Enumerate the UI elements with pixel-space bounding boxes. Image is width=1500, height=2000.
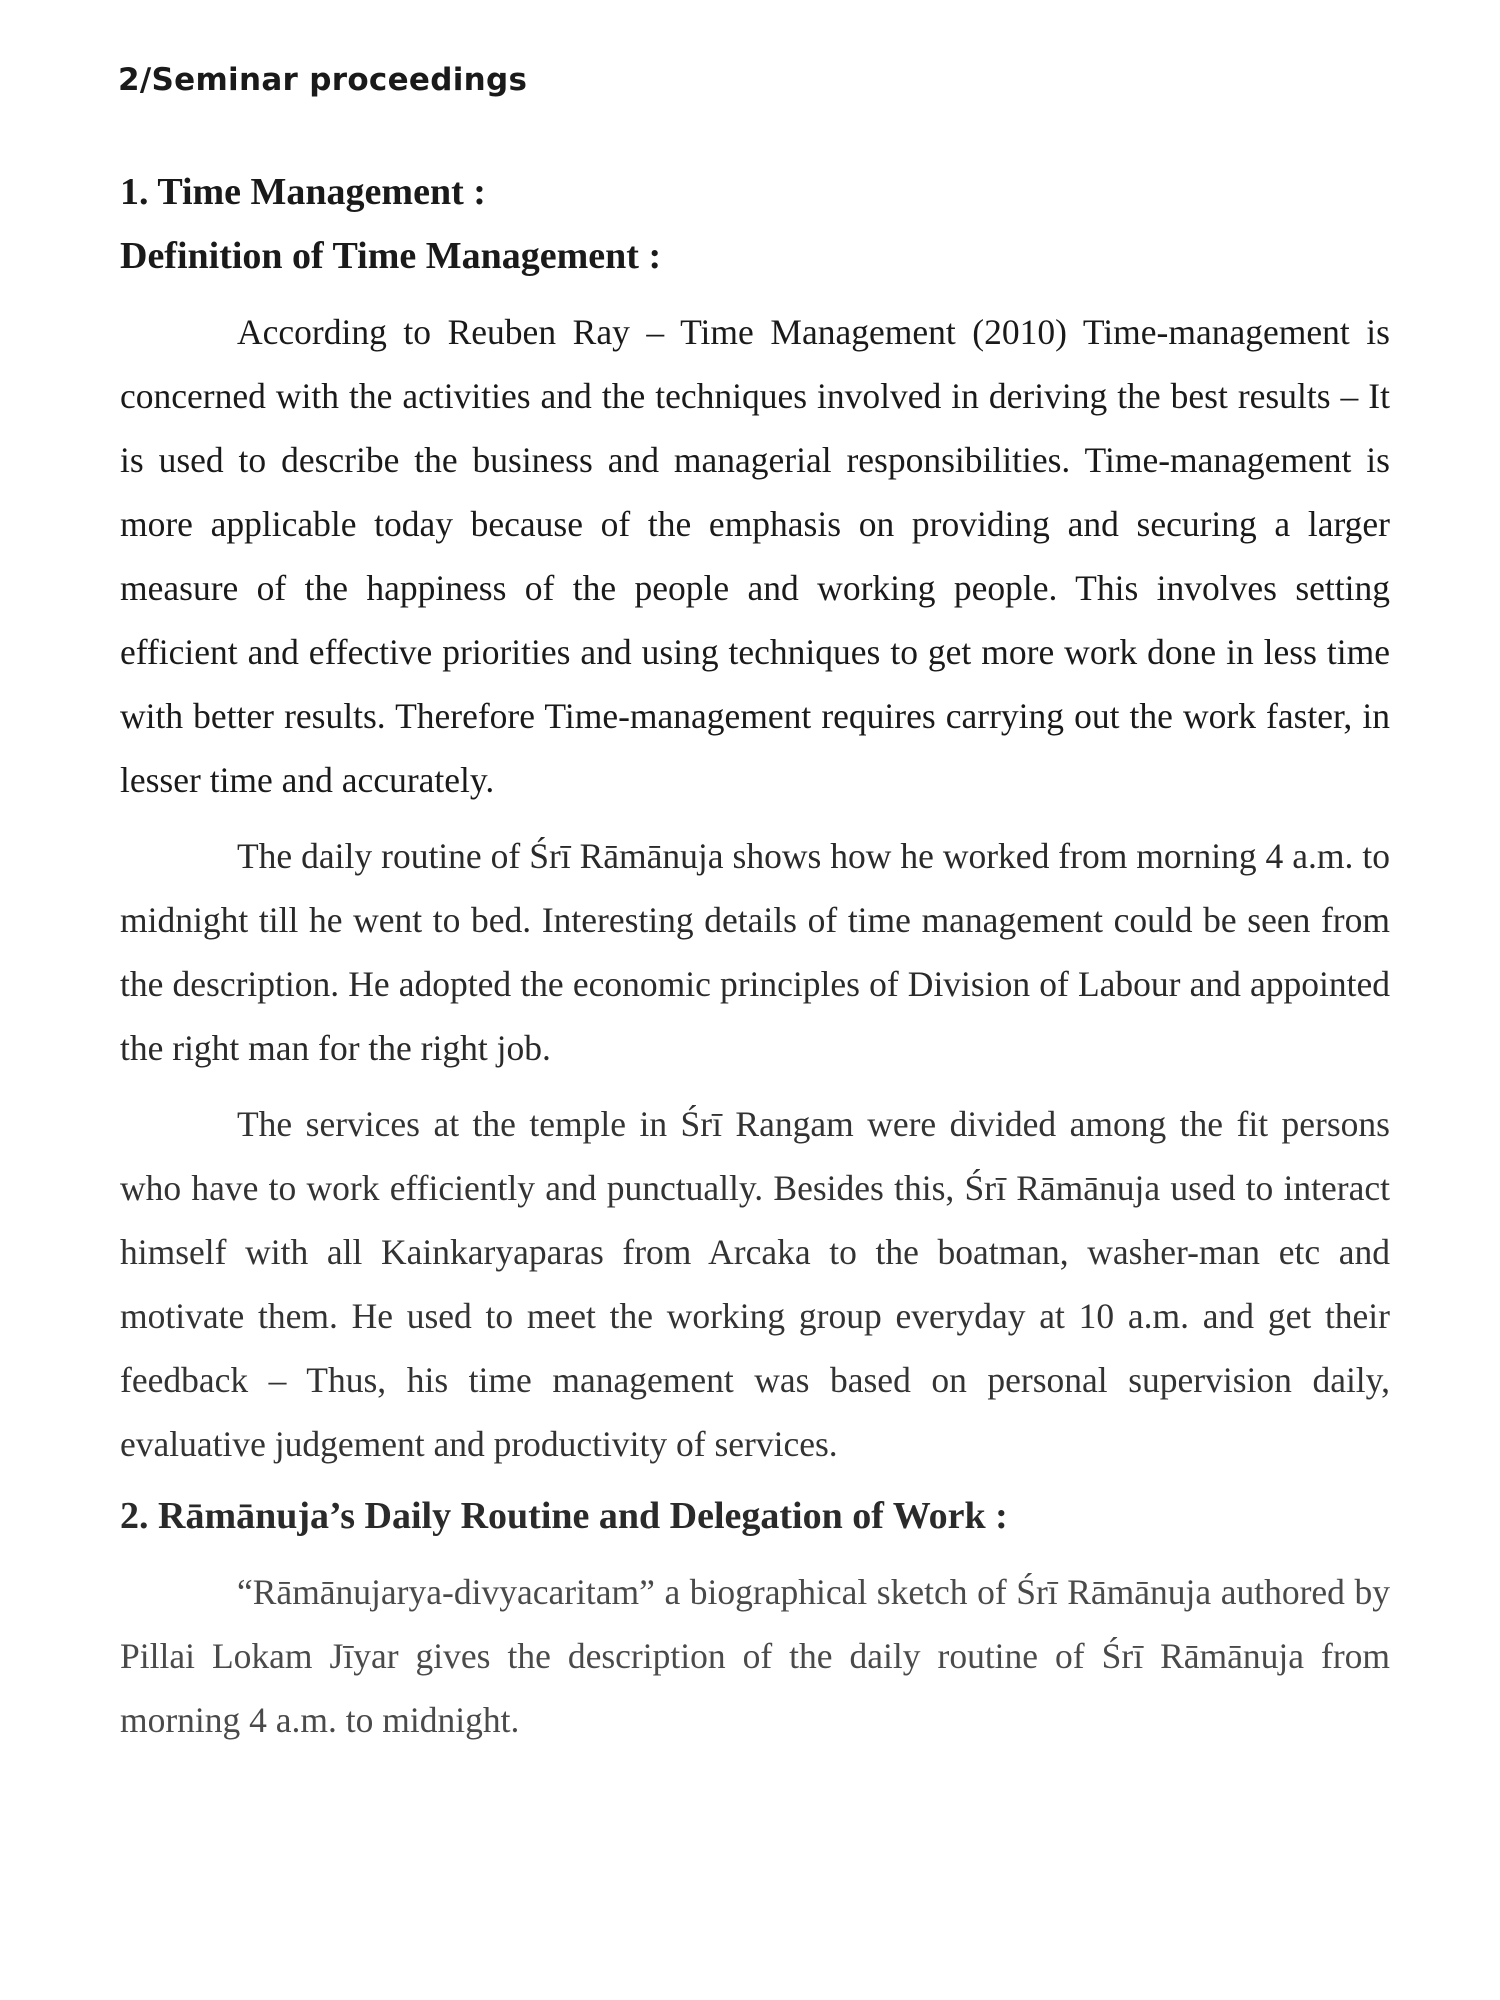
page-body bbox=[120, 160, 1390, 1752]
section-2-heading: 2. Rāmānuja’s Daily Routine and Delegation of Work : bbox=[120, 1495, 1008, 1537]
paragraph-daily-routine: The daily routine of Śrī Rāmānuja shows how he worked from morning 4 a.m. to midnight till he went to bed. Interesting details of time management could be seen from the description. He adopted the economic principles of Division of Labour and appointed the right man for the right job. bbox=[120, 836, 1390, 1068]
section-1-heading: 1. Time Management : bbox=[120, 171, 486, 213]
definition-subheading: Definition of Time Management : bbox=[120, 235, 662, 277]
paragraph-biographical-sketch: “Rāmānujarya-divyacaritam” a biographical sketch of Śrī Rāmānuja authored by Pillai Lokam Jīyar gives the description of the daily routine of Śrī Rāmānuja from morning 4 a.m. to midnight. bbox=[120, 1572, 1390, 1740]
running-head: 2/Seminar proceedings bbox=[118, 62, 528, 98]
paragraph-time-management-definition: According to Reuben Ray – Time Management (2010) Time-management is concerned with the activities and the techniques involved in deriving the best results – It is used to describe the business and managerial responsibilities. Time-management is more applicable today because of the emphasis on providing and securing a larger measure of the happiness of the people and working people. This involves setting efficient and effective priorities and using techniques to get more work done in less time with better results. Therefore Time-management requires carrying out the work faster, in lesser time and accurately. bbox=[120, 312, 1390, 800]
paragraph-temple-services: The services at the temple in Śrī Rangam were divided among the fit persons who have to work efficiently and punctually. Besides this, Śrī Rāmānuja used to interact himself with all Kainkaryaparas from Arcaka to the boatman, washer-man etc and motivate them. He used to meet the working group everyday at 10 a.m. and get their feedback – Thus, his time management was based on personal supervision daily, evaluative judgement and productivity of services. bbox=[120, 1104, 1390, 1464]
